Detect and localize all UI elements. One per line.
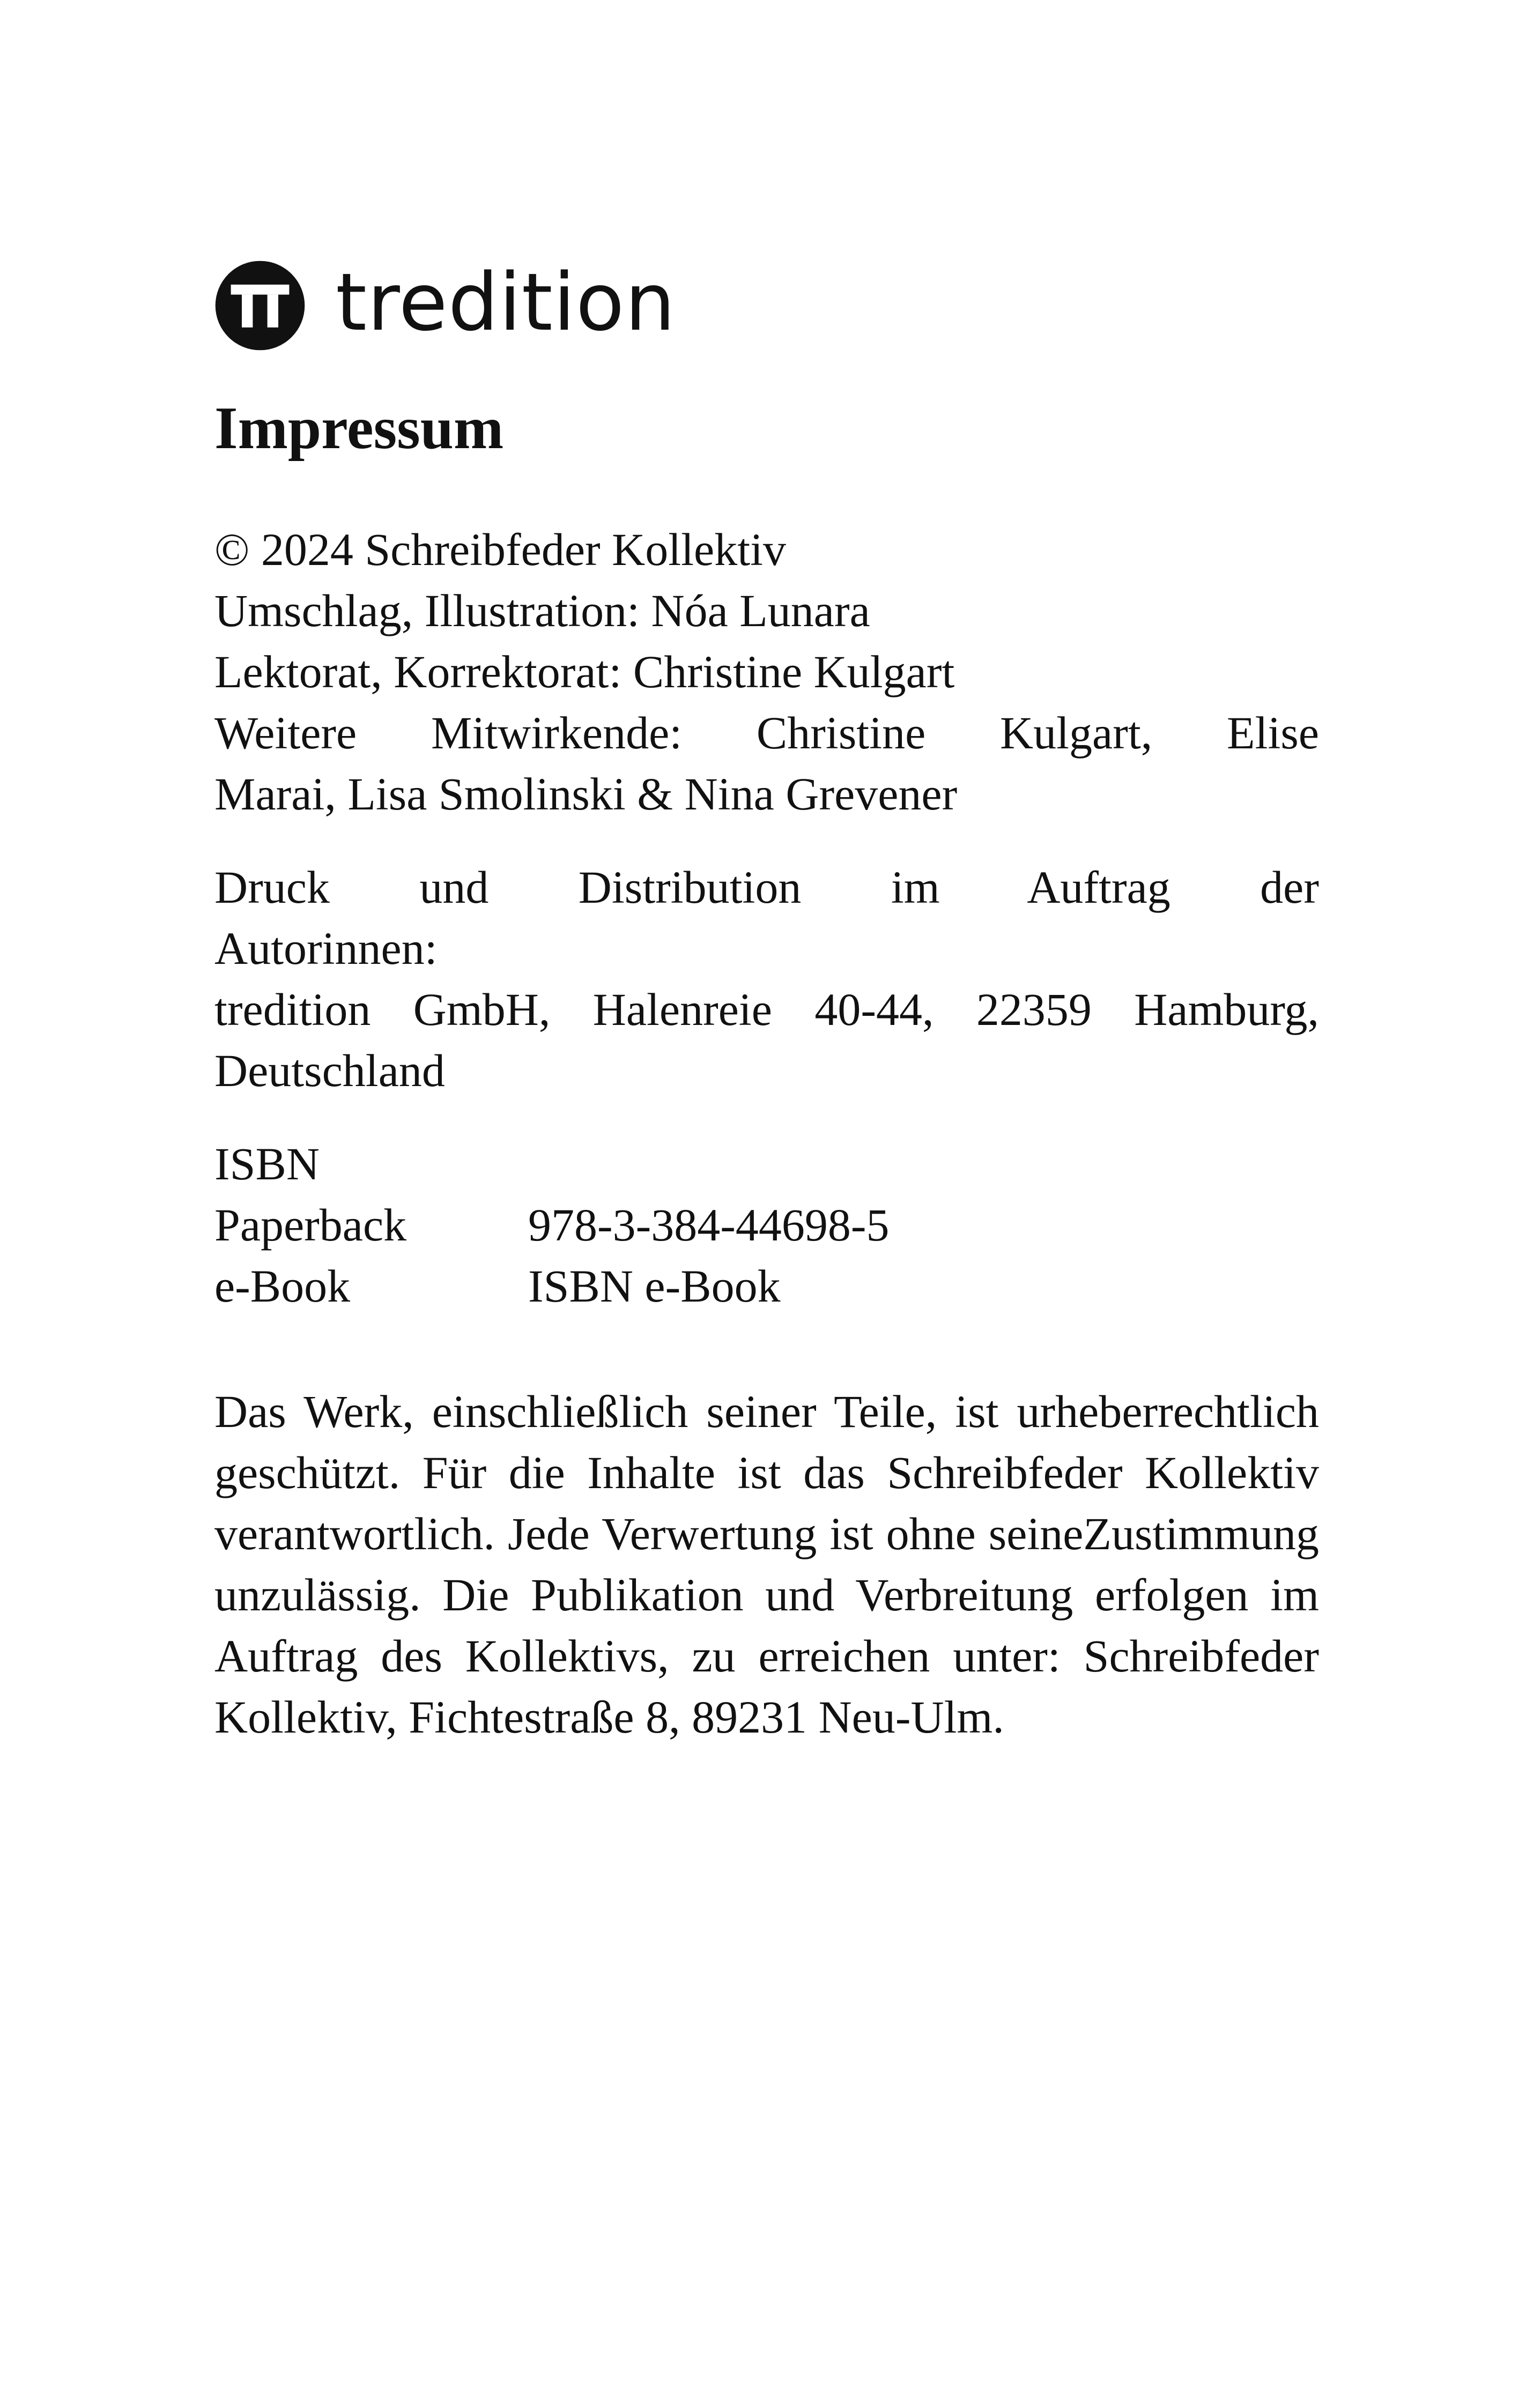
cover-credit-line: Umschlag, Illustration: Nóa Lunara [214, 585, 870, 637]
isbn-label: e-Book [214, 1260, 351, 1312]
isbn-label: Paperback [214, 1199, 407, 1251]
contributors-line-2: Marai, Lisa Smolinski & Nina Grevener [214, 768, 958, 820]
print-line-1: Druck und Distribution im Auftrag der [214, 861, 1319, 913]
copyright-line: © 2024 Schreibfeder Kollektiv [214, 524, 787, 576]
page-title: Impressum [214, 395, 504, 462]
publisher-logo [214, 257, 1319, 354]
isbn-row-ebook [214, 1255, 1319, 1317]
print-distribution-block [214, 857, 1319, 1101]
contributors-line-1: Weitere Mitwirkende: Christine Kulgart, Elise [214, 707, 1319, 759]
copyright-notice-paragraph: Das Werk, einschließlich seiner Teile, ist urheberrechtlich geschützt. Für die Inhalte ist das Schreibfeder Kollektiv verantwortlich. Jede Verwertung ist ohne seineZustimmung unzulässig. Die Publikation und Verbreitung erfolgen im Auftrag des Kollektivs, zu erreichen unter: Schreibfeder Kollektiv, Fichtestraße 8, 89231 Neu-Ulm. [214, 1386, 1319, 1743]
isbn-heading: ISBN [214, 1138, 320, 1190]
editing-credit-line: Lektorat, Korrektorat: Christine Kulgart [214, 646, 955, 698]
isbn-block [214, 1133, 1319, 1317]
print-line-2: Autorinnen: [214, 923, 438, 975]
isbn-value: 978-3-384-44698-5 [528, 1199, 890, 1251]
isbn-row-paperback [214, 1194, 1319, 1255]
print-line-4: Deutschland [214, 1045, 445, 1097]
print-line-3: tredition GmbH, Halenreie 40-44, 22359 Hamburg, [214, 984, 1319, 1036]
credits-block [214, 519, 1319, 824]
imprint-page [214, 257, 1319, 1748]
isbn-value: ISBN e-Book [528, 1260, 781, 1312]
tredition-t-circle-icon [214, 260, 306, 351]
publisher-wordmark: tredition [336, 256, 676, 348]
